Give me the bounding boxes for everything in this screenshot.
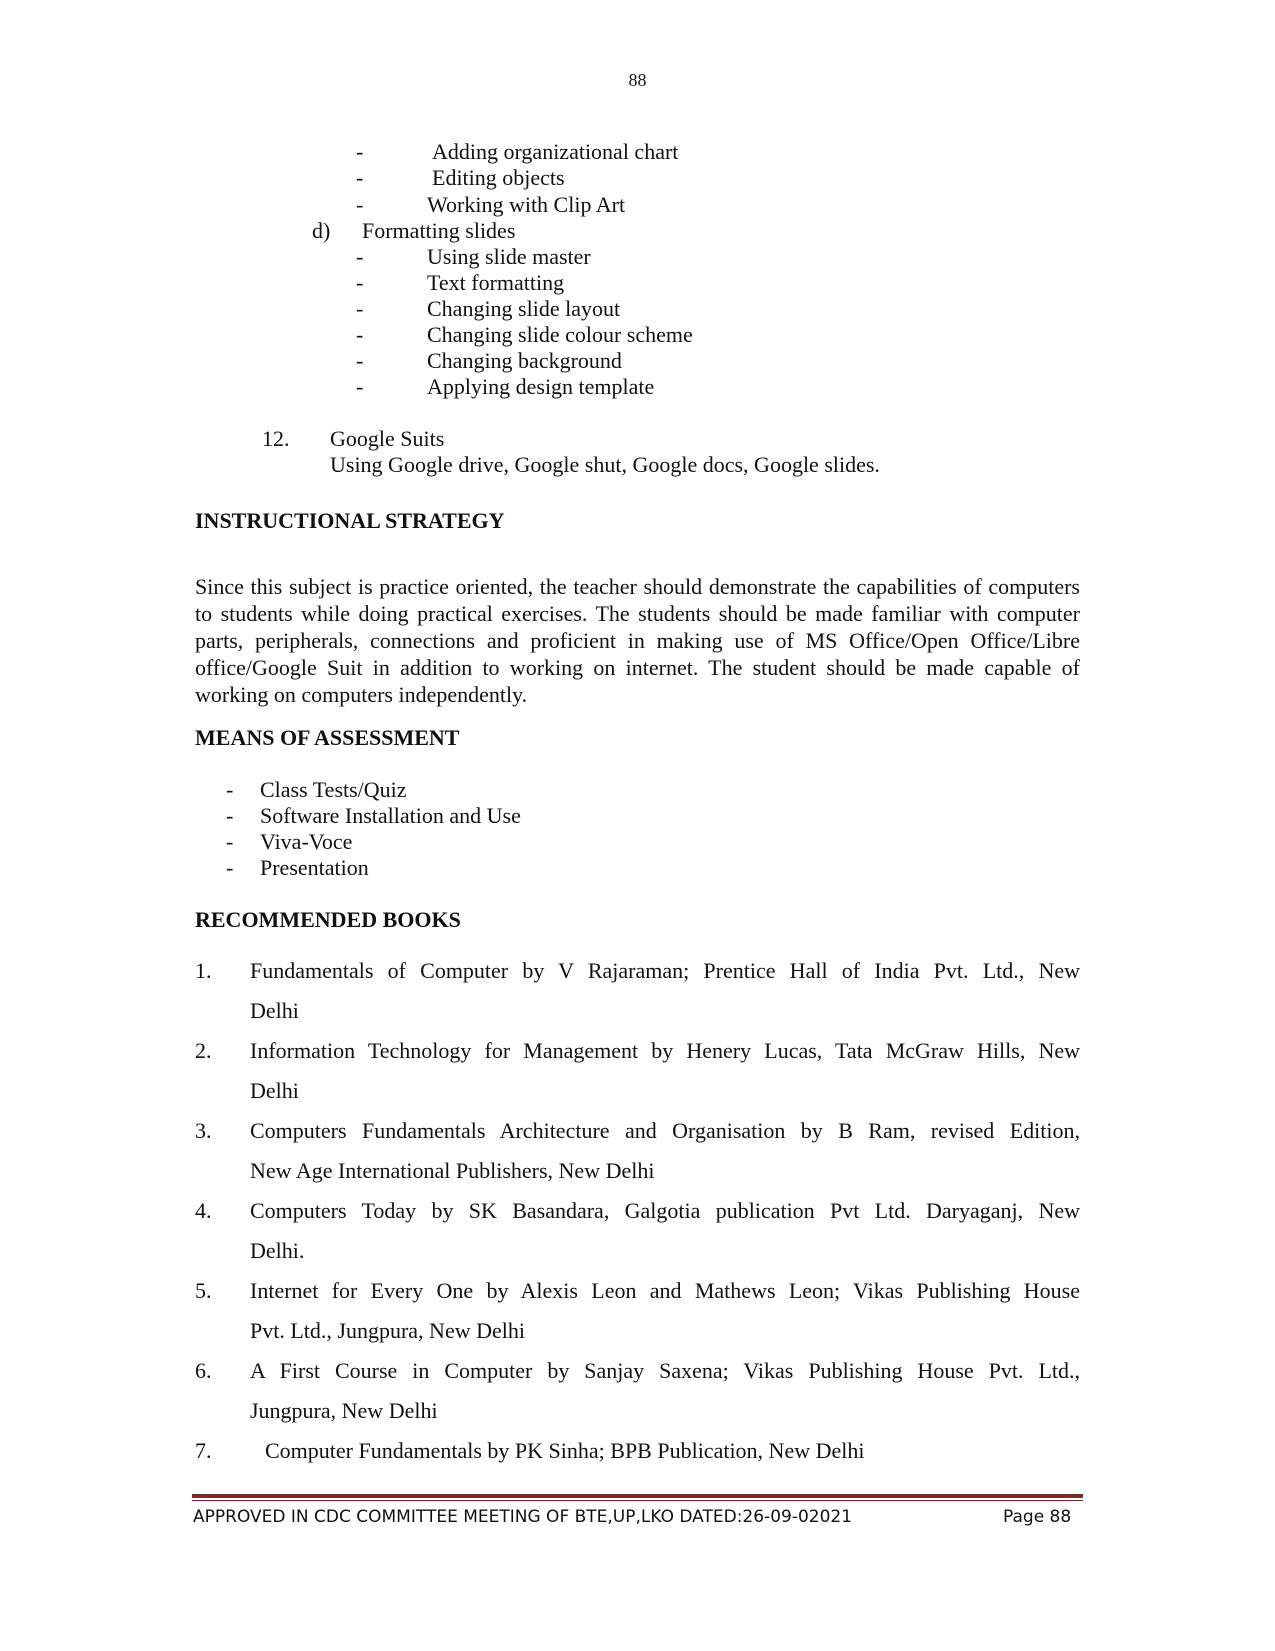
book-line2: Delhi: [250, 1078, 299, 1103]
book-line2: New Age International Publishers, New Delhi: [250, 1158, 655, 1183]
item-number: 12.: [262, 426, 290, 451]
book-line1: Computers Today by SK Basandara, Galgotia publication Pvt Ltd. Daryaganj, New: [250, 1198, 1080, 1223]
footer-approval-text: APPROVED IN CDC COMMITTEE MEETING OF BTE,UP,LKO DATED:26-09-02021: [193, 1507, 853, 1527]
footer-rule-thin: [192, 1500, 1083, 1501]
book-line1: Internet for Every One by Alexis Leon and Mathews Leon; Vikas Publishing House: [250, 1278, 1080, 1303]
bullet-dash: -: [356, 348, 364, 373]
book-number: 2.: [195, 1038, 212, 1063]
book-line2: Jungpura, New Delhi: [250, 1398, 438, 1423]
book-number: 5.: [195, 1278, 212, 1303]
section-marker: d): [312, 218, 331, 243]
assessment-heading: MEANS OF ASSESSMENT: [195, 725, 460, 750]
book-line2: Delhi: [250, 998, 299, 1023]
bullet-item: Changing slide layout: [427, 296, 621, 321]
bullet-item: Adding organizational chart: [432, 139, 679, 164]
bullet-dash: -: [356, 244, 364, 269]
bullet-dash: -: [356, 139, 364, 164]
bullet-dash: -: [226, 777, 234, 802]
bullet-item: Using slide master: [427, 244, 591, 269]
book-item: [195, 1031, 1080, 1111]
book-item: [195, 1111, 1080, 1191]
section-title: Formatting slides: [362, 218, 516, 243]
book-number: 6.: [195, 1358, 212, 1383]
bullet-item: Changing background: [427, 348, 622, 373]
bullet-dash: -: [356, 165, 364, 190]
bullet-item: Working with Clip Art: [427, 192, 626, 217]
page-number: 88: [628, 70, 647, 90]
bullet-dash: -: [356, 296, 364, 321]
bullet-dash: -: [226, 829, 234, 854]
assessment-item: Software Installation and Use: [260, 803, 521, 828]
bullet-dash: -: [356, 192, 364, 217]
assessment-item: Class Tests/Quiz: [260, 777, 407, 802]
bullet-item: Changing slide colour scheme: [427, 322, 693, 347]
bullet-dash: -: [356, 270, 364, 295]
footer-page-number: Page 88: [1003, 1507, 1072, 1527]
book-item: [195, 1351, 1080, 1431]
book-line1: Computer Fundamentals by PK Sinha; BPB Publication, New Delhi: [265, 1438, 865, 1463]
item-title: Google Suits: [330, 426, 445, 451]
assessment-item: Viva-Voce: [260, 829, 353, 854]
book-number: 1.: [195, 958, 212, 983]
bullet-dash: -: [356, 374, 364, 399]
bullet-item: Applying design template: [427, 374, 655, 399]
book-line1: Computers Fundamentals Architecture and Organisation by B Ram, revised Edition,: [250, 1118, 1080, 1143]
bullet-dash: -: [226, 803, 234, 828]
footer-rule-thick: [192, 1494, 1083, 1498]
book-item: [195, 1191, 1080, 1271]
instructional-heading: INSTRUCTIONAL STRATEGY: [195, 508, 505, 533]
book-number: 4.: [195, 1198, 212, 1223]
book-number: 3.: [195, 1118, 212, 1143]
book-number: 7.: [195, 1438, 212, 1463]
book-line2: Pvt. Ltd., Jungpura, New Delhi: [250, 1318, 525, 1343]
book-line1: Information Technology for Management by Henery Lucas, Tata McGraw Hills, New: [250, 1038, 1080, 1063]
bullet-dash: -: [226, 855, 234, 880]
assessment-item: Presentation: [260, 855, 369, 880]
bullet-dash: -: [356, 322, 364, 347]
item-text: Using Google drive, Google shut, Google docs, Google slides.: [330, 452, 880, 477]
book-item: [195, 1271, 1080, 1351]
book-line1: A First Course in Computer by Sanjay Saxena; Vikas Publishing House Pvt. Ltd.,: [250, 1358, 1080, 1383]
book-line1: Fundamentals of Computer by V Rajaraman; Prentice Hall of India Pvt. Ltd., New: [250, 958, 1080, 983]
book-item: [195, 1431, 1080, 1471]
books-heading: RECOMMENDED BOOKS: [195, 907, 461, 932]
bullet-item: Editing objects: [432, 165, 565, 190]
book-line2: Delhi.: [250, 1238, 305, 1263]
instructional-paragraph: Since this subject is practice oriented, the teacher should demonstrate the capabilities of computers to students while doing practical exercises. The students should be made familiar with computer parts, peripherals, connections and proficient in making use of MS Office/Open Office/Libre office/Google Suit in addition to working on internet. The student should be made capable of working on computers independently.: [195, 574, 1080, 707]
book-item: [195, 951, 1080, 1031]
bullet-item: Text formatting: [427, 270, 565, 295]
